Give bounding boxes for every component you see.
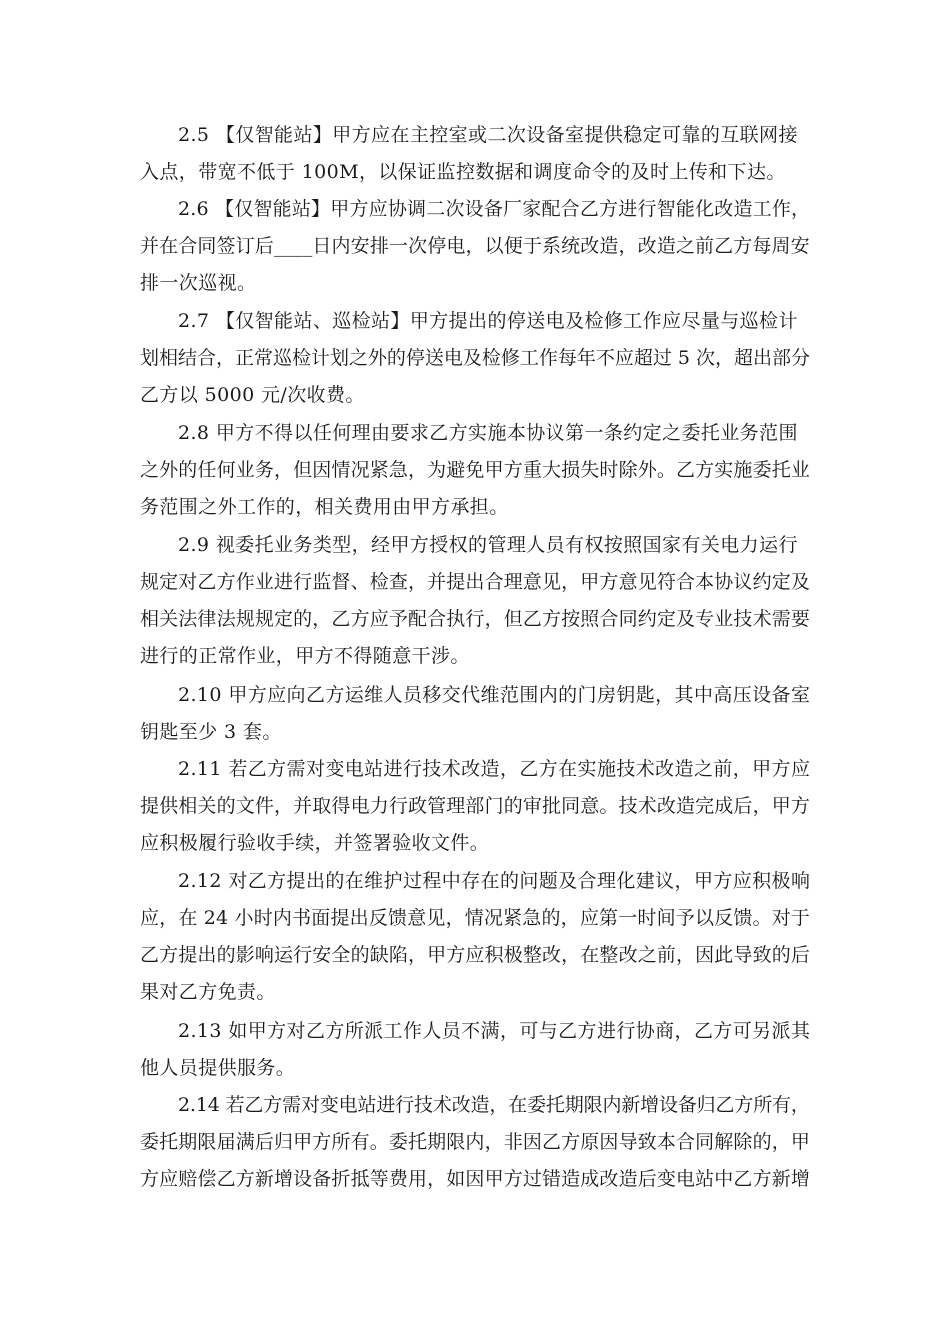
paragraph-line: 乙方以 5000 元/次收费。 [140,384,365,406]
paragraph-line: 乙方提出的影响运行安全的缺陷，甲方应积极整改，在整改之前，因此导致的后 [140,944,811,966]
paragraph-2-12 [140,863,810,1011]
paragraph-line: 2.6 【仅智能站】甲方应协调二次设备厂家配合乙方进行智能化改造工作， [178,198,811,220]
paragraph-line: 2.9 视委托业务类型，经甲方授权的管理人员有权按照国家有关电力运行 [178,534,798,556]
paragraph-line: 他人员提供服务。 [140,1057,296,1079]
paragraph-2-13 [140,1013,810,1087]
paragraph-line: 钥匙至少 3 套。 [140,721,282,743]
paragraph-line: 2.11 若乙方需对变电站进行技术改造，乙方在实施技术改造之前，甲方应 [178,758,811,780]
paragraph-2-11 [140,751,810,862]
paragraph-line: 排一次巡视。 [140,272,257,294]
paragraph-2-10 [140,677,810,751]
paragraph-line: 2.5 【仅智能站】甲方应在主控室或二次设备室提供稳定可靠的互联网接 [178,124,798,146]
paragraph-line: 果对乙方免责。 [140,981,276,1003]
paragraph-line: 务范围之外工作的，相关费用由甲方承担。 [140,496,509,518]
paragraph-line: 提供相关的文件，并取得电力行政管理部门的审批同意。技术改造完成后，甲方 [140,795,811,817]
paragraph-2-7 [140,303,810,414]
paragraph-2-8 [140,415,810,526]
paragraph-line: 入点，带宽不低于 100M，以保证监控数据和调度命令的及时上传和下达。 [140,161,786,183]
paragraph-line: 应，在 24 小时内书面提出反馈意见，情况紧急的，应第一时间予以反馈。对于 [140,907,811,929]
paragraph-2-9 [140,527,810,675]
paragraph-line: 并在合同签订后____日内安排一次停电，以便于系统改造，改造之前乙方每周安 [140,235,810,257]
paragraph-line: 2.7 【仅智能站、巡检站】甲方提出的停送电及检修工作应尽量与巡检计 [178,310,798,332]
paragraph-line: 方应赔偿乙方新增设备折抵等费用，如因甲方过错造成改造后变电站中乙方新增 [140,1168,811,1190]
paragraph-line: 相关法律法规规定的，乙方应予配合执行，但乙方按照合同约定及专业技术需要 [140,608,811,630]
paragraph-2-6 [140,191,810,302]
paragraph-line: 2.14 若乙方需对变电站进行技术改造，在委托期限内新增设备归乙方所有， [178,1094,810,1116]
paragraph-line: 2.13 如甲方对乙方所派工作人员不满，可与乙方进行协商，乙方可另派其 [178,1020,811,1042]
paragraph-2-14 [140,1087,810,1198]
paragraph-line: 委托期限届满后归甲方所有。委托期限内，非因乙方原因导致本合同解除的，甲 [140,1131,811,1153]
paragraph-line: 2.8 甲方不得以任何理由要求乙方实施本协议第一条约定之委托业务范围 [178,422,798,444]
paragraph-line: 划相结合，正常巡检计划之外的停送电及检修工作每年不应超过 5 次，超出部分 [140,347,810,369]
paragraph-line: 规定对乙方作业进行监督、检查，并提出合理意见，甲方意见符合本协议约定及 [140,571,811,593]
paragraph-line: 应积极履行验收手续，并签署验收文件。 [140,832,490,854]
paragraph-line: 2.10 甲方应向乙方运维人员移交代维范围内的门房钥匙，其中高压设备室 [178,684,811,706]
paragraph-line: 2.12 对乙方提出的在维护过程中存在的问题及合理化建议，甲方应积极响 [178,870,811,892]
paragraph-2-5 [140,117,810,191]
paragraph-line: 之外的任何业务，但因情况紧急，为避免甲方重大损失时除外。乙方实施委托业 [140,459,811,481]
paragraph-line: 进行的正常作业，甲方不得随意干涉。 [140,645,470,667]
